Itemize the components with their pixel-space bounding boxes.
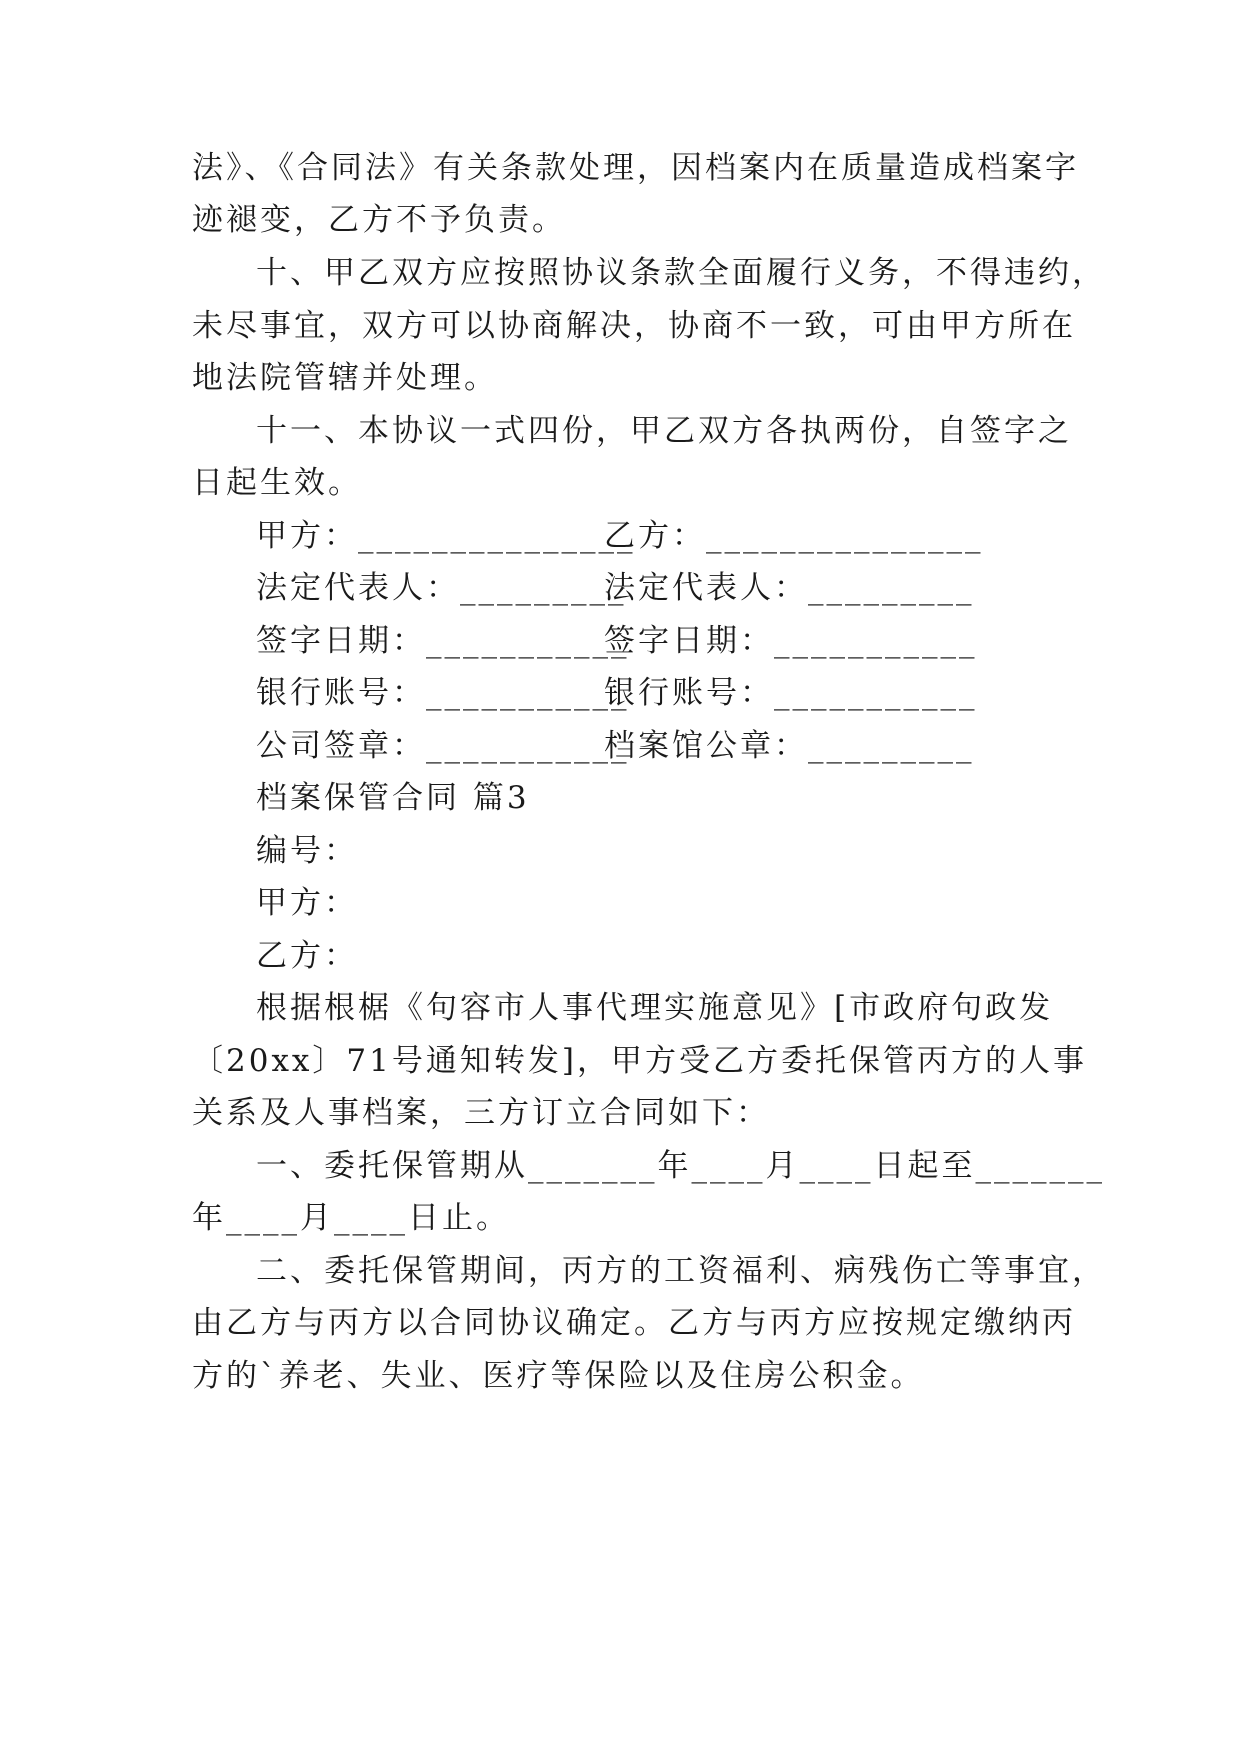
paragraph-line: 〔20xx〕71号通知转发]，甲方受乙方委托保管丙方的人事 [192, 1043, 1087, 1079]
signature-field-rep-a: 法定代表人：_________ [256, 570, 627, 606]
signature-field-rep-b: 法定代表人：_________ [604, 570, 975, 606]
field-party-b: 乙方： [256, 938, 358, 974]
signature-field-bank-b: 银行账号：___________ [604, 675, 978, 711]
paragraph-line: 十、甲乙双方应按照协议条款全面履行义务，不得违约， [256, 255, 1106, 291]
paragraph-line: 未尽事宜，双方可以协商解决，协商不一致，可由甲方所在 [192, 308, 1076, 344]
signature-field-date-b: 签字日期：___________ [604, 623, 978, 659]
paragraph-line: 年____月____日止。 [192, 1200, 510, 1236]
signature-field-bank-a: 银行账号：___________ [256, 675, 630, 711]
paragraph-line: 十一、本协议一式四份，甲乙双方各执两份，自签字之 [256, 413, 1072, 449]
signature-field-seal-a: 公司签章：___________ [256, 728, 630, 764]
paragraph-line: 日起生效。 [192, 465, 362, 501]
signature-field-date-a: 签字日期：___________ [256, 623, 630, 659]
paragraph-line: 关系及人事档案，三方订立合同如下： [192, 1095, 770, 1131]
paragraph-line: 由乙方与丙方以合同协议确定。乙方与丙方应按规定缴纳丙 [192, 1305, 1076, 1341]
field-number: 编号： [256, 833, 358, 869]
section-heading: 档案保管合同 篇3 [256, 780, 530, 816]
paragraph-line: 迹褪变，乙方不予负责。 [192, 202, 566, 238]
paragraph-line: 根据根椐《句容市人事代理实施意见》[市政府句政发 [256, 990, 1054, 1026]
field-party-a: 甲方： [256, 885, 358, 921]
paragraph-line: 一、委托保管期从_______年____月____日起至_______ [256, 1148, 1105, 1184]
paragraph-line: 二、委托保管期间，丙方的工资福利、病残伤亡等事宜， [256, 1253, 1106, 1289]
signature-field-seal-b: 档案馆公章：_________ [604, 728, 975, 764]
paragraph-line: 法》、《合同法》有关条款处理，因档案内在质量造成档案字 [192, 150, 1079, 186]
paragraph-line: 地法院管辖并处理。 [192, 360, 498, 396]
signature-field-party-b: 乙方：_______________ [604, 518, 984, 554]
signature-field-party-a: 甲方：_______________ [256, 518, 636, 554]
paragraph-line: 方的`养老、失业、医疗等保险以及住房公积金。 [192, 1358, 925, 1394]
